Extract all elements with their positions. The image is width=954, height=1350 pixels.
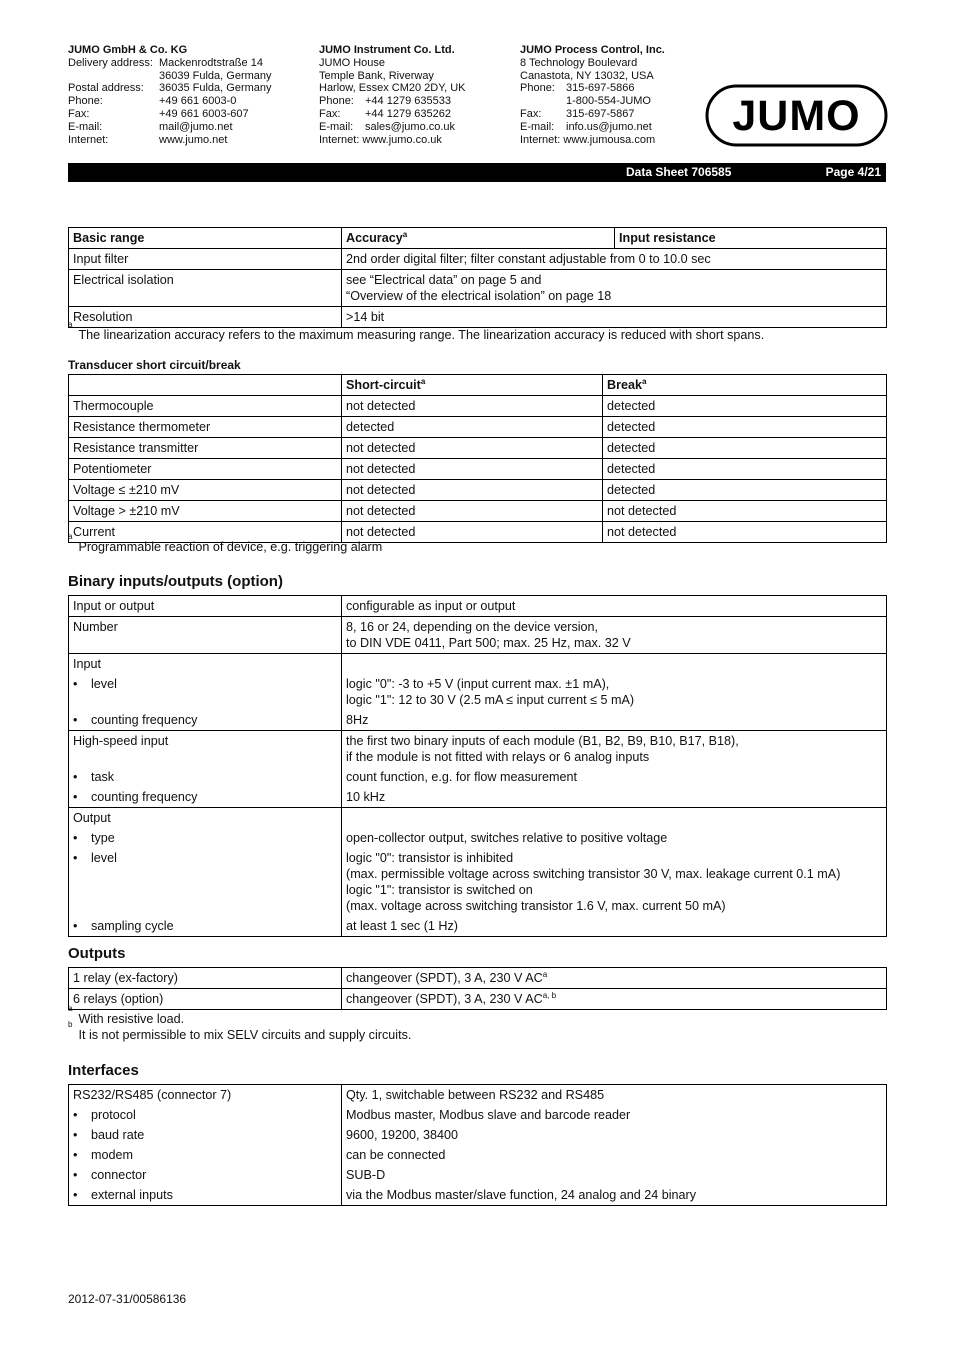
binary-io-table xyxy=(68,595,887,937)
table-row: 6 relays (option) changeover (SPDT), 3 A, 230 V AC$^{a, b}$ xyxy=(69,989,887,1010)
table-row: Resistance transmitter not detected detected xyxy=(69,438,887,459)
basic-range-table xyxy=(68,227,887,328)
bullet-icon: • xyxy=(73,1108,78,1122)
email-link[interactable]: sales@jumo.co.uk xyxy=(365,120,456,133)
bullet-icon: • xyxy=(73,770,78,784)
bullet-icon: • xyxy=(73,919,78,933)
address-usa: JUMO Process Control, Inc. 8 Technology Boulevard Canastota, NY 13032, USA Phone: 315-697-5866 1-800-554-JUMO Fax: 315-697-5867 E-mail: info.us@jumo.net Internet: www.jumousa.com xyxy=(520,44,665,146)
address-germany: JUMO GmbH & Co. KG Delivery address: Mackenrodtstraße 14 36039 Fulda, Germany Postal address: 36035 Fulda, Germany Phone: +49 661 6003-0 Fax: +49 661 6003-607 E-mail: mail@jumo.net Internet: www.jumo.net xyxy=(68,44,272,146)
address-uk: JUMO Instrument Co. Ltd. JUMO House Temple Bank, Riverway Harlow, Essex CM20 2DY, UK Phone: +44 1279 635533 Fax: +44 1279 635262 E-mail: sales@jumo.co.uk Internet: www.jumo.co.uk xyxy=(319,44,466,146)
footnote: $^a$Programmable reaction of device, e.g. triggering alarm xyxy=(68,532,383,554)
bullet-icon: • xyxy=(73,851,78,865)
table-row: Voltage ≤ ±210 mV not detected detected xyxy=(69,480,887,501)
bullet-icon: • xyxy=(73,790,78,804)
bullet-icon: • xyxy=(73,677,78,691)
page-number: Page 4/21 xyxy=(825,165,881,179)
section-title: Outputs xyxy=(68,945,126,962)
bullet-icon: • xyxy=(73,713,78,727)
website-link[interactable]: Internet: www.jumo.co.uk xyxy=(319,133,442,146)
table-row: Number 8, 16 or 24, depending on the device version, to DIN VDE 0411, Part 500; max. 25 Hz, max. 32 V xyxy=(69,617,887,654)
table-row: Current not detected not detected xyxy=(69,522,887,543)
bullet-icon: • xyxy=(73,1148,78,1162)
table-row: Resolution >14 bit xyxy=(69,307,887,328)
table-row: Thermocouple not detected detected xyxy=(69,396,887,417)
table-header-cell: Input resistance xyxy=(615,228,887,249)
website-link[interactable]: www.jumo.net xyxy=(159,133,228,146)
table-row: Input or output configurable as input or output xyxy=(69,596,887,617)
footnote: $^a$The linearization accuracy refers to the maximum measuring range. The linearization accuracy is reduced with short spans. xyxy=(68,320,765,342)
table-row: 1 relay (ex-factory) changeover (SPDT), 3 A, 230 V $AC^a$ xyxy=(69,968,887,989)
section-subtitle: Transducer short circuit/break xyxy=(68,358,241,372)
table-header-row xyxy=(69,228,887,249)
table-header-cell: Basic range xyxy=(69,228,342,249)
bullet-icon: • xyxy=(73,1168,78,1182)
table-row: Voltage > ±210 mV not detected not detected xyxy=(69,501,887,522)
section-title: Binary inputs/outputs (option) xyxy=(68,573,283,590)
table-row: RS232/RS485 (connector 7) • protocol • baud rate • modem • connector • external inputs Qty. 1, switchable between RS232 and RS485 Modbus master, Modbus slave and barcode reader 9600, 19200, 38400 can be connected SUB-D via the Modbus master/slave function, 24 analog and 24 binary xyxy=(69,1085,887,1206)
email-link[interactable]: info.us@jumo.net xyxy=(566,120,652,133)
table-row: Output • type • level • sampling cycle open-collector output, switches relative to positive voltage logic "0": transistor is inhibited (max. permissible voltage across switching transistor 30 V, max. leakage current 0.1 mA) logic "1": transistor is switched on (max. voltage across switching transistor 1.6 V, max. current 50 mA) at least 1 sec (1 Hz) xyxy=(69,808,887,937)
website-link[interactable]: Internet: www.jumousa.com xyxy=(520,133,656,146)
interfaces-table xyxy=(68,1084,887,1206)
svg-text:JUMO: JUMO xyxy=(732,92,861,140)
bullet-icon: • xyxy=(73,1188,78,1202)
table-header-cell: Short-circuit$^a$ xyxy=(342,375,603,396)
table-row: Input • level • counting frequency logic "0": -3 to +5 V (input current max. ±1 mA), logic "1": 12 to 30 V (2.5 mA ≤ input current ≤ 5 mA) 8Hz xyxy=(69,654,887,731)
document-id: 2012-07-31/00586136 xyxy=(68,1292,187,1306)
bullet-icon: • xyxy=(73,831,78,845)
footnote: $^a$With resistive load. xyxy=(68,1004,185,1026)
company-name: JUMO Process Control, Inc. xyxy=(520,44,665,56)
table-row: High-speed input • task • counting frequency the first two binary inputs of each module (B1, B2, B9, B10, B17, B18), if the module is not fitted with relays or 6 analog inputs count function, e.g. for flow measurement 10 kHz xyxy=(69,731,887,808)
company-name: JUMO GmbH & Co. KG xyxy=(68,44,188,56)
table-header-row xyxy=(69,375,887,396)
transducer-table xyxy=(68,374,887,543)
email-link[interactable]: mail@jumo.net xyxy=(159,120,233,133)
table-header-cell: Accuracy$^a$ xyxy=(342,228,615,249)
table-row: Resistance thermometer detected detected xyxy=(69,417,887,438)
table-row: Electrical isolation see “Electrical data” on page 5 and “Overview of the electrical isolation” on page 18 xyxy=(69,270,887,307)
footnote: $^b$It is not permissible to mix SELV circuits and supply circuits. xyxy=(68,1020,412,1042)
section-title: Interfaces xyxy=(68,1062,139,1079)
datasheet-number: Data Sheet 706585 xyxy=(626,165,732,179)
outputs-table xyxy=(68,967,887,1010)
datasheet-bar xyxy=(68,163,886,182)
bullet-icon: • xyxy=(73,1128,78,1142)
company-name: JUMO Instrument Co. Ltd. xyxy=(319,44,455,56)
table-header-cell: Break$^a$ xyxy=(603,375,887,396)
table-row: Input filter 2nd order digital filter; filter constant adjustable from 0 to 10.0 sec xyxy=(69,249,887,270)
table-row: Potentiometer not detected detected xyxy=(69,459,887,480)
jumo-logo xyxy=(705,84,888,147)
